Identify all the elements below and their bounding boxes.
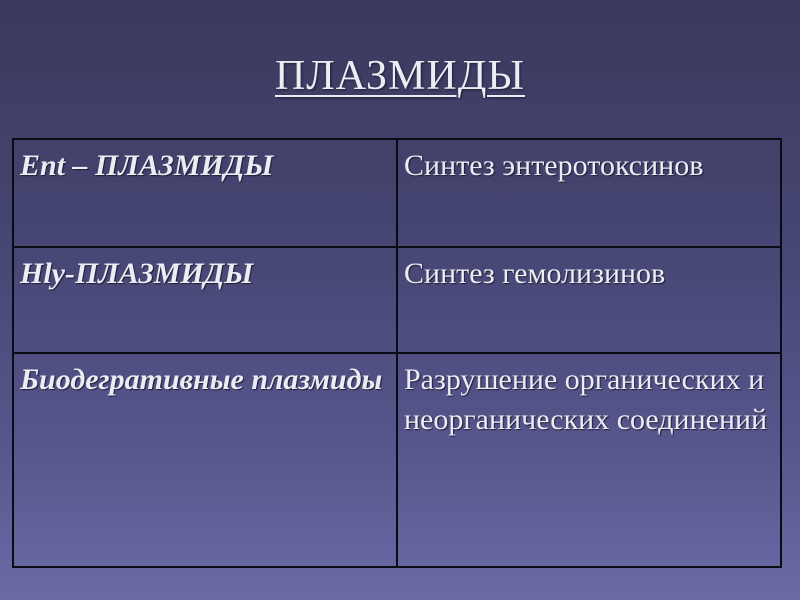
plasmid-table [12,138,782,568]
table-row [13,247,781,353]
table-row [13,139,781,247]
table-row [13,353,781,567]
plasmid-description-cell: Синтез энтеротоксинов [397,139,781,247]
slide-title: ПЛАЗМИДЫ [274,53,526,99]
plasmid-description-cell: Разрушение органических и неорганических соединений [397,353,781,567]
plasmid-name-cell: Биодегративные плазмиды [13,353,397,567]
plasmid-name-cell: Hly-ПЛАЗМИДЫ [13,247,397,353]
plasmid-description-cell: Синтез гемолизинов [397,247,781,353]
plasmid-name-cell: Ent – ПЛАЗМИДЫ [13,139,397,247]
